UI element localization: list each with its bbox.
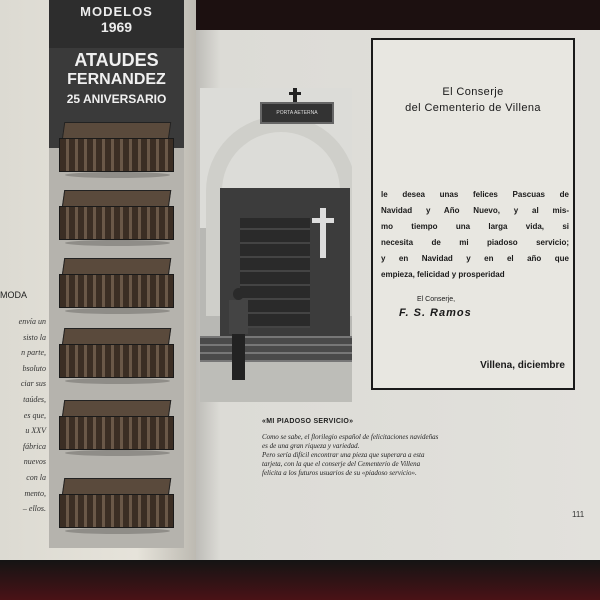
ad-brand-line: ATAUDES	[74, 50, 159, 70]
place-date: Villena, diciembre	[480, 360, 565, 371]
cemetery-photo	[200, 88, 352, 402]
caption-title: «MI PIADOSO SERVICIO»	[262, 418, 354, 425]
column-line: sisto la	[23, 332, 46, 342]
caretaker-figure	[228, 288, 248, 382]
card-message-line: empieza, felicidad y prosperidad	[381, 270, 505, 279]
caption-line: felicita a los futuros usuarios de su «piadoso servicio».	[262, 469, 417, 477]
signature-prefix: El Conserje,	[417, 296, 456, 303]
coffin-image	[59, 478, 174, 536]
cross-icon	[320, 208, 326, 258]
column-line: bsoluto	[22, 363, 46, 373]
coffin-advertisement	[49, 0, 184, 548]
card-message-line: mo tiempo una larga vida, si	[381, 222, 569, 231]
card-message	[381, 187, 569, 283]
coffin-image	[59, 328, 174, 386]
column-line: nuevos	[23, 457, 46, 467]
ad-models-year: 1969	[100, 19, 133, 35]
top-shadow	[190, 0, 600, 30]
column-line: ciar sus	[20, 379, 46, 389]
ad-models-label: MODELOS	[80, 4, 153, 19]
coffin-image	[59, 122, 174, 180]
page-number: 111	[572, 510, 585, 519]
caption-line: Pero sería difícil encontrar una pieza que superara a esta	[262, 451, 425, 459]
column-line: u XXV	[25, 426, 46, 436]
column-line: – ellos.	[22, 504, 46, 514]
column-heading: MODA	[0, 290, 27, 300]
caption-body	[262, 433, 502, 478]
steps	[200, 336, 352, 362]
card-header-line: El Conserje	[442, 86, 504, 98]
ad-brand-line: FERNANDEZ	[67, 71, 166, 88]
signature: F. S. Ramos	[399, 307, 472, 319]
caption-line: Como se sabe, el florilegio español de felicitaciones navideñas	[262, 433, 439, 441]
coffin-image	[59, 258, 174, 316]
card-header	[373, 84, 573, 116]
left-page	[0, 0, 196, 562]
column-line: envía un	[18, 317, 46, 326]
caption-line: es de una gran riqueza y variedad.	[262, 442, 360, 450]
column-line: fábrica	[22, 441, 46, 451]
card-header-line: del Cementerio de Villena	[405, 102, 541, 114]
ad-models-header	[49, 0, 184, 48]
card-message-line: necesita de mi piadoso servicio;	[381, 238, 569, 247]
book-bottom-edge	[0, 560, 600, 600]
caption-line: tarjeta, con la que el conserje del Cementerio de Villena	[262, 460, 421, 468]
coffin-image	[59, 400, 174, 458]
photo-caption	[262, 418, 502, 478]
card-message-line: y en Navidad y en el año que	[381, 254, 569, 263]
right-page	[196, 30, 600, 560]
card-message-line: Navidad y Año Nuevo, y al mis-	[381, 206, 569, 215]
column-line: taúdes,	[23, 394, 46, 404]
column-line: es que,	[23, 410, 46, 420]
card-message-line: le desea unas felices Pascuas de	[381, 190, 569, 199]
column-line: mento,	[24, 488, 46, 498]
ad-brand-line: 25 ANIVERSARIO	[66, 92, 167, 106]
cemetery-sign	[260, 102, 334, 124]
left-text-column	[0, 290, 48, 517]
column-line: n parte,	[21, 348, 46, 358]
column-line: con la	[26, 472, 46, 482]
coffin-image	[59, 190, 174, 248]
cemetery-sign-text: PORTA AETERNA	[276, 110, 318, 116]
greeting-card	[371, 38, 575, 390]
